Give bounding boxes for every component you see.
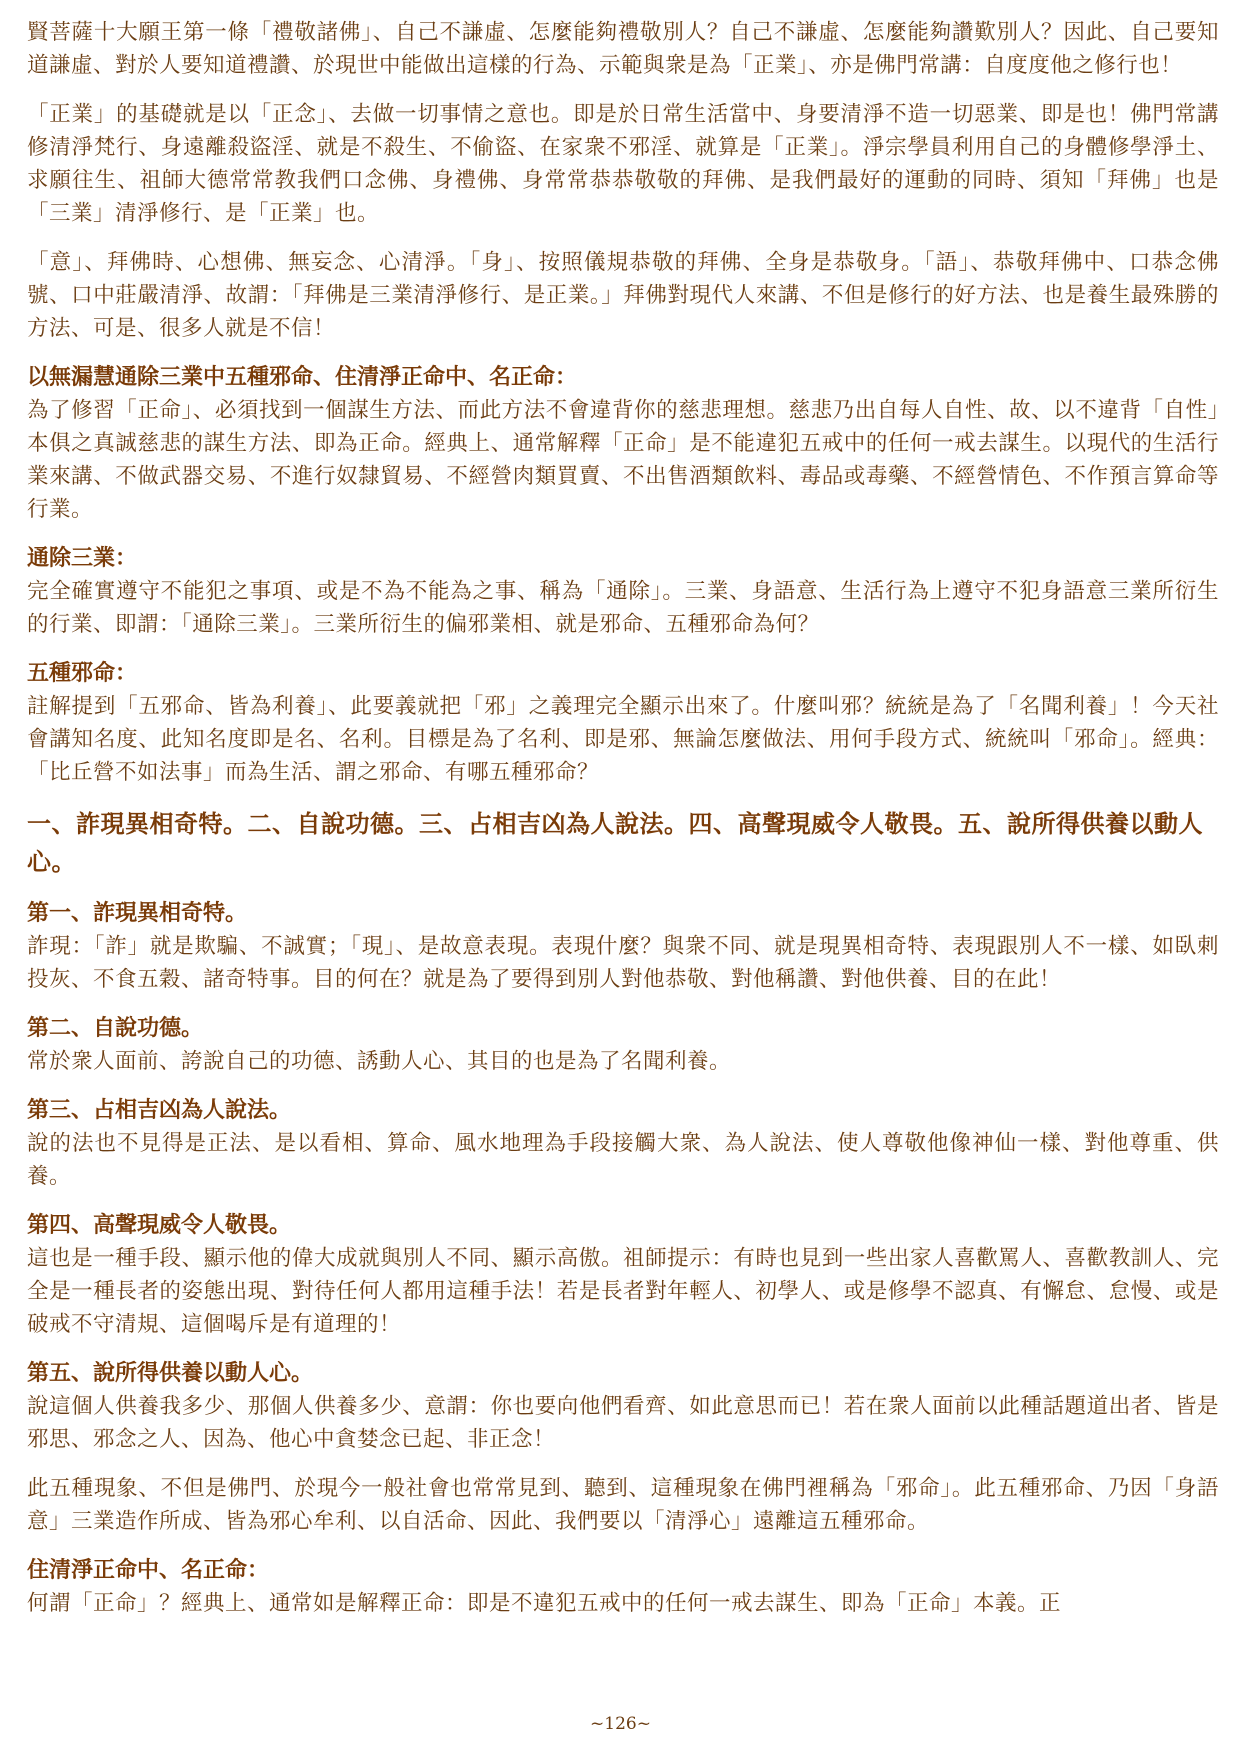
five-wrong-livelihoods-heading: 一、詐現異相奇特。二、自說功德。三、占相吉凶為人說法。四、高聲現威令人敬畏。五、說所得供養以動人心。	[27, 809, 1203, 876]
section-body: 完全確實遵守不能犯之事項、或是不為不能為之事、稱為「通除」。三業、身語意、生活行為上遵守不犯身語意三業所衍生的行業、即謂：「通除三業」。三業所衍生的偏邪業相、就是邪命、五種邪命為何？	[27, 579, 1219, 637]
list-item	[27, 1209, 1219, 1341]
item-body: 說這個人供養我多少、那個人供養多少、意謂：你也要向他們看齊、如此意思而已！若在衆人面前以此種話題道出者、皆是邪思、邪念之人、因為、他心中貪婪念已起、非正念！	[27, 1394, 1219, 1452]
section	[27, 657, 1219, 789]
item-heading: 第三、占相吉凶為人說法。	[27, 1097, 292, 1123]
item-body: 這也是一種手段、顯示他的偉大成就與別人不同、顯示高傲。祖師提示：有時也見到一些出家人喜歡罵人、喜歡教訓人、完全是一種長者的姿態出現、對待任何人都用這種手法！若是長者對年輕人、初學人、或是修學不認真、有懈怠、怠慢、或是破戒不守清規、這個喝斥是有道理的！	[27, 1246, 1219, 1337]
section-heading: 通除三業：	[27, 545, 138, 571]
list-item	[27, 897, 1219, 996]
section-body: 為了修習「正命」、必須找到一個謀生方法、而此方法不會違背你的慈悲理想。慈悲乃出自每人自性、故、以不違背「自性」本俱之真誠慈悲的謀生方法、即為正命。經典上、通常解釋「正命」是不能違犯五戒中的任何一戒去謀生。以現代的生活行業來講、不做武器交易、不進行奴隸貿易、不經營肉類買賣、不出售酒類飲料、毒品或毒藥、不經營情色、不作預言算命等行業。	[27, 398, 1219, 522]
item-heading: 第二、自說功德。	[27, 1015, 204, 1041]
list-item	[27, 1357, 1219, 1456]
paragraph: 「正業」的基礎就是以「正念」、去做一切事情之意也。即是於日常生活當中、身要清淨不造一切惡業、即是也！佛門常講修清淨梵行、身遠離殺盜淫、就是不殺生、不偷盜、在家衆不邪淫、就算是「正業」。淨宗學員利用自己的身體修學淨土、求願往生、祖師大德常常教我們口念佛、身禮佛、身常常恭恭敬敬的拜佛、是我們最好的運動的同時、須知「拜佛」也是「三業」清淨修行、是「正業」也。	[27, 102, 1219, 226]
final-body: 何謂「正命」？經典上、通常如是解釋正命：即是不違犯五戒中的任何一戒去謀生、即為「正命」本義。正	[27, 1591, 1062, 1616]
paragraph: 「意」、拜佛時、心想佛、無妄念、心清淨。「身」、按照儀規恭敬的拜佛、全身是恭敬身。「語」、恭敬拜佛中、口恭念佛號、口中莊嚴清淨、故謂：「拜佛是三業清淨修行、是正業。」拜佛對現代人來講、不但是修行的好方法、也是養生最殊勝的方法、可是、很多人就是不信！	[27, 250, 1219, 341]
paragraph: 賢菩薩十大願王第一條「禮敬諸佛」、自己不謙虛、怎麼能夠禮敬別人？自己不謙虛、怎麼能夠讚歎別人？因此、自己要知道謙虛、對於人要知道禮讚、於現世中能做出這樣的行為、示範與衆是為「正業」、亦是佛門常講：自度度他之修行也！	[27, 20, 1219, 78]
section	[27, 542, 1219, 641]
section-body: 註解提到「五邪命、皆為利養」、此要義就把「邪」之義理完全顯示出來了。什麼叫邪？統統是為了「名聞利養」！今天社會講知名度、此知名度即是名、名利。目標是為了名利、即是邪、無論怎麼做法、用何手段方式、統統叫「邪命」。經典：「比丘營不如法事」而為生活、謂之邪命、有哪五種邪命？	[27, 694, 1219, 785]
document-page	[27, 16, 1219, 1636]
final-heading: 住清淨正命中、名正命：	[27, 1557, 270, 1583]
section-heading: 五種邪命：	[27, 660, 138, 686]
list-item	[27, 1094, 1219, 1193]
item-heading: 第一、詐現異相奇特。	[27, 900, 248, 926]
list-item	[27, 1012, 1219, 1078]
item-heading: 第五、說所得供養以動人心。	[27, 1360, 314, 1386]
item-body: 詐現：「詐」就是欺騙、不誠實；「現」、是故意表現。表現什麼？與衆不同、就是現異相奇特、表現跟別人不一樣、如臥刺投灰、不食五穀、諸奇特事。目的何在？就是為了要得到別人對他恭敬、對他稱讚、對他供養、目的在此！	[27, 934, 1219, 992]
section-heading: 以無漏慧通除三業中五種邪命、住清淨正命中、名正命：	[27, 364, 578, 390]
item-heading: 第四、高聲現威令人敬畏。	[27, 1212, 292, 1238]
item-body: 說的法也不見得是正法、是以看相、算命、風水地理為手段接觸大衆、為人說法、使人尊敬他像神仙一樣、對他尊重、供養。	[27, 1131, 1219, 1189]
page-number: ~126~	[590, 1714, 651, 1734]
section	[27, 361, 1219, 526]
item-body: 常於衆人面前、誇說自己的功德、誘動人心、其目的也是為了名聞利養。	[27, 1049, 732, 1074]
conclusion-paragraph: 此五種現象、不但是佛門、於現今一般社會也常常見到、聽到、這種現象在佛門裡稱為「邪命」。此五種邪命、乃因「身語意」三業造作所成、皆為邪心牟利、以自活命、因此、我們要以「清淨心」遠離這五種邪命。	[27, 1476, 1219, 1534]
